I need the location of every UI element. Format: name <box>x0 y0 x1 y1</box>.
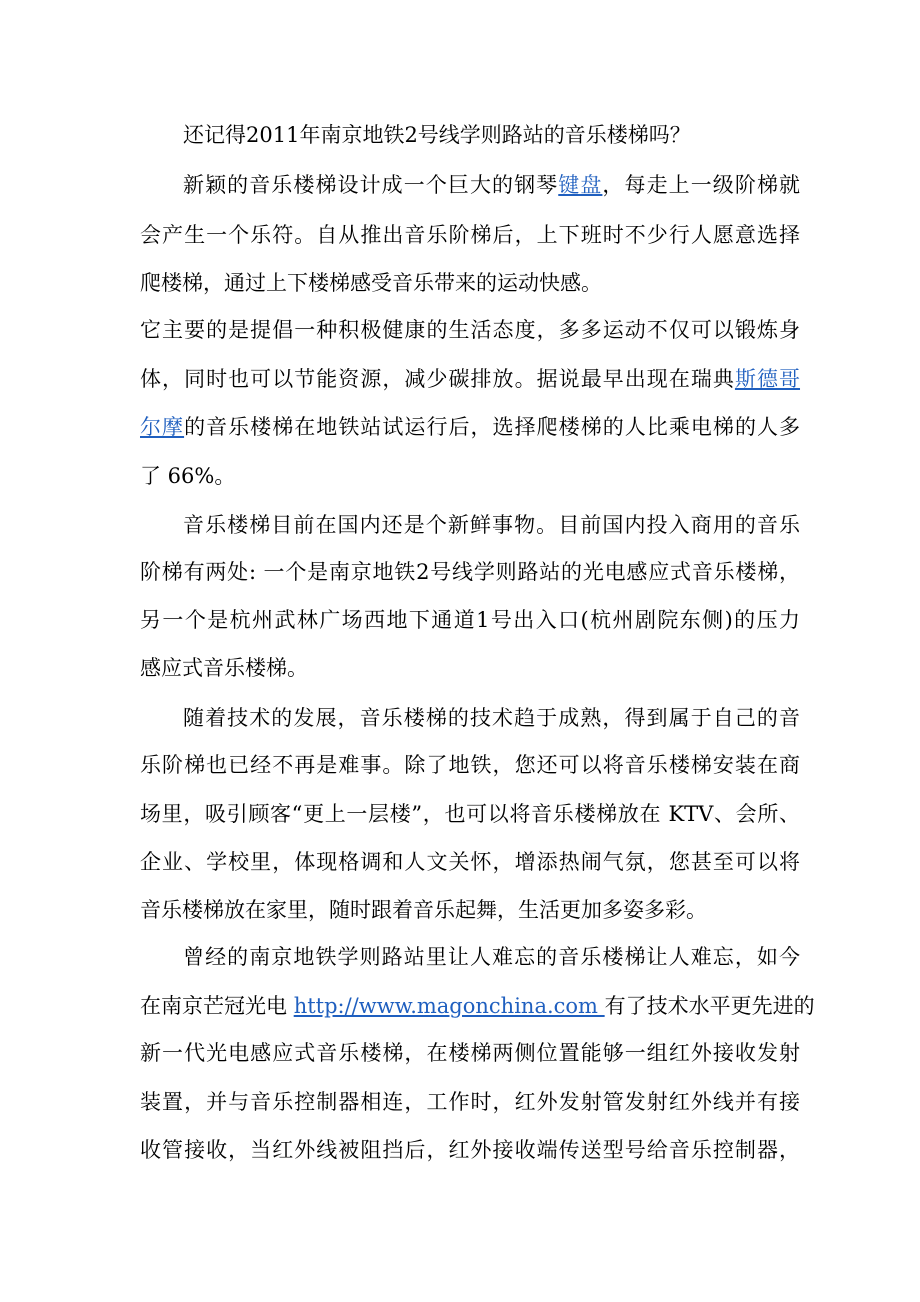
paragraph-5-line-5: 音乐楼梯放在家里，随时跟着音乐起舞，生活更加多姿多彩。 <box>140 898 707 922</box>
paragraph-3-line-1: 它主要的是提倡一种积极健康的生活态度，多多运动不仅可以锻炼身 <box>140 318 800 342</box>
paragraph-4-line-3: 另一个是杭州武林广场西地下通道1号出入口(杭州剧院东侧)的压力 <box>140 608 800 632</box>
paragraph-5-line-1: 随着技术的发展，音乐楼梯的技术趋于成熟，得到属于自己的音 <box>183 706 800 730</box>
paragraph-3-line-4: 了 66%。 <box>140 464 236 488</box>
paragraph-4-line-4: 感应式音乐楼梯。 <box>140 656 308 680</box>
text-segment: ，每走上一级阶梯就 <box>602 173 801 197</box>
paragraph-6-line-1: 曾经的南京地铁学则路站里让人难忘的音乐楼梯让人难忘，如今 <box>183 945 800 969</box>
paragraph-2-line-3: 爬楼梯，通过上下楼梯感受音乐带来的运动快感。 <box>140 271 602 295</box>
text-segment: 在南京芒冠光电 <box>140 994 294 1018</box>
link-magonchina-url[interactable]: http://www.magonchina.com <box>293 994 605 1018</box>
paragraph-3-line-2 <box>140 366 800 392</box>
paragraph-1-line-1: 还记得2011年南京地铁2号线学则路站的音乐楼梯吗？ <box>183 123 691 147</box>
paragraph-5-line-3: 场里，吸引顾客“更上一层楼”，也可以将音乐楼梯放在 KTV、会所、 <box>140 802 800 826</box>
link-stockholm-part-2[interactable]: 尔摩 <box>140 415 185 439</box>
paragraph-6-line-5: 收管接收，当红外线被阻挡后，红外接收端传送型号给音乐控制器， <box>140 1138 800 1162</box>
text-segment: 新颖的音乐楼梯设计成一个巨大的钢琴 <box>183 173 559 197</box>
paragraph-6-line-2 <box>140 993 815 1019</box>
paragraph-6-line-4: 装置，并与音乐控制器相连，工作时，红外发射管发射红外线并有接 <box>140 1090 800 1114</box>
paragraph-5-line-2: 乐阶梯也已经不再是难事。除了地铁，您还可以将音乐楼梯安装在商 <box>140 753 800 777</box>
text-segment: 有了技术水平更先进的 <box>604 994 815 1018</box>
link-stockholm-part-1[interactable]: 斯德哥 <box>734 367 801 391</box>
link-keyboard[interactable]: 键盘 <box>558 173 603 197</box>
paragraph-4-line-1: 音乐楼梯目前在国内还是个新鲜事物。目前国内投入商用的音乐 <box>183 513 800 537</box>
paragraph-6-line-3: 新一代光电感应式音乐楼梯，在楼梯两侧位置能够一组红外接收发射 <box>140 1041 800 1065</box>
paragraph-5-line-4: 企业、学校里，体现格调和人文关怀，增添热闹气氛，您甚至可以将 <box>140 850 800 874</box>
paragraph-2-line-2: 会产生一个乐符。自从推出音乐阶梯后，上下班时不少行人愿意选择 <box>140 223 800 247</box>
text-segment: 体，同时也可以节能资源，减少碳排放。据说最早出现在瑞典 <box>140 367 735 391</box>
paragraph-2-line-1 <box>183 172 800 198</box>
paragraph-4-line-2: 阶梯有两处: 一个是南京地铁2号线学则路站的光电感应式音乐楼梯， <box>140 560 800 584</box>
text-segment: 的音乐楼梯在地铁站试运行后，选择爬楼梯的人比乘电梯的人多 <box>184 415 801 439</box>
paragraph-3-line-3 <box>140 414 800 440</box>
